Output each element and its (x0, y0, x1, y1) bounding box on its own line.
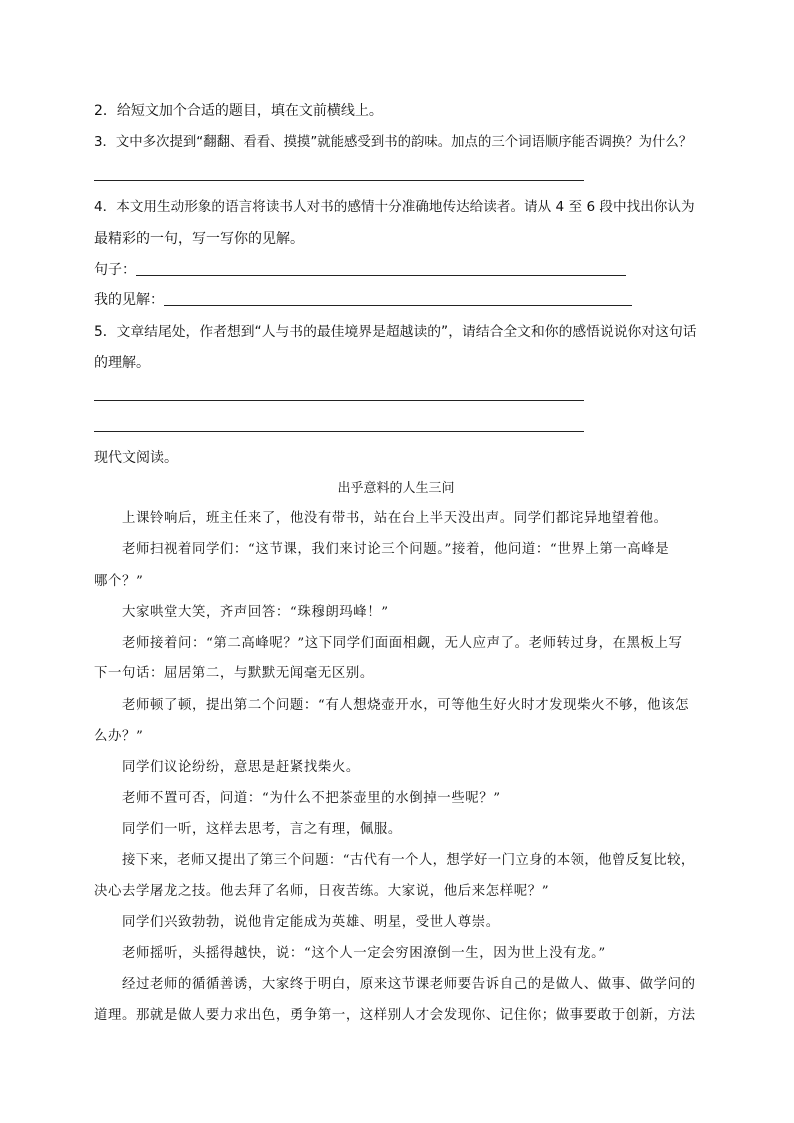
question-5-line-2: 的理解。 (94, 355, 150, 371)
question-4-line-2: 最精彩的一句，写一写你的见解。 (94, 231, 304, 247)
question-3: 3．文中多次提到“翻翻、看看、摸摸”就能感受到书的韵味。加点的三个词语顺序能否调换？为什么？ (94, 135, 693, 150)
story-line: 道理。那就是做人要力求出色，勇争第一，这样别人才会发现你、记住你；做事要敢于创新，方法 (94, 1008, 696, 1023)
story-title: 出乎意料的人生三问 (337, 481, 455, 496)
story-line: 哪个？” (94, 574, 144, 589)
story-line: 老师顿了顿，提出第二个问题：“有人想烧壶开水，可等他生好火时才发现柴火不够，他该怎 (122, 698, 690, 713)
story-line: 同学们一听，这样去思考，言之有理，佩服。 (122, 822, 402, 837)
answer-line-q5-2[interactable] (94, 431, 584, 432)
story-line: 决心去学屠龙之技。他去拜了名师，日夜苦练。大家说，他后来怎样呢？” (94, 884, 550, 899)
sentence-answer-line[interactable] (136, 261, 626, 276)
story-line: 同学们议论纷纷，意思是赶紧找柴火。 (122, 760, 360, 775)
story-line: 老师摇听，头摇得越快，说：“这个人一定会穷困潦倒一生，因为世上没有龙。” (122, 946, 606, 961)
story-line: 老师不置可否，问道：“为什么不把茶壶里的水倒掉一些呢？” (122, 791, 501, 806)
sentence-label: 句子： (94, 262, 136, 278)
opinion-answer-line[interactable] (164, 291, 632, 306)
opinion-row (94, 290, 632, 310)
story-line: 经过老师的循循善诱，大家终于明白，原来这节课老师要告诉自己的是做人、做事、做学问的 (122, 977, 696, 992)
opinion-label: 我的见解： (94, 292, 164, 308)
answer-line-q5-1[interactable] (94, 400, 584, 401)
story-line: 同学们兴致勃勃，说他肯定能成为英雄、明星，受世人尊崇。 (122, 915, 500, 930)
answer-line-q3[interactable] (94, 180, 584, 181)
story-line: 老师扫视着同学们：“这节课，我们来讨论三个问题。”接着，他问道：“世界上第一高峰是 (122, 542, 670, 557)
sentence-row (94, 260, 626, 280)
story-line: 大家哄堂大笑，齐声回答：“珠穆朗玛峰！” (122, 605, 389, 620)
story-line: 下一句话：屈居第二，与默默无闻毫无区别。 (94, 666, 374, 681)
story-line: 接下来，老师又提出了第三个问题：“古代有一个人，想学好一门立身的本领，他曾反复比较， (122, 853, 695, 868)
section-label: 现代文阅读。 (94, 450, 178, 466)
question-5-line-1: 5．文章结尾处，作者想到“人与书的最佳境界是超越读的”，请结合全文和你的感悟说说你对这句话 (94, 324, 697, 340)
story-line: 上课铃响后，班主任来了，他没有带书，站在台上半天没出声。同学们都诧异地望着他。 (122, 511, 668, 526)
question-4-line-1: 4．本文用生动形象的语言将读书人对书的感情十分准确地传达给读者。请从 4 至 6 段中找出你认为 (94, 199, 695, 215)
question-2: 2．给短文加个合适的题目，填在文前横线上。 (94, 103, 383, 119)
story-line: 老师接着问：“第二高峰呢？”这下同学们面面相觑，无人应声了。老师转过身，在黑板上写 (122, 636, 683, 651)
story-line: 么办？” (94, 729, 144, 744)
